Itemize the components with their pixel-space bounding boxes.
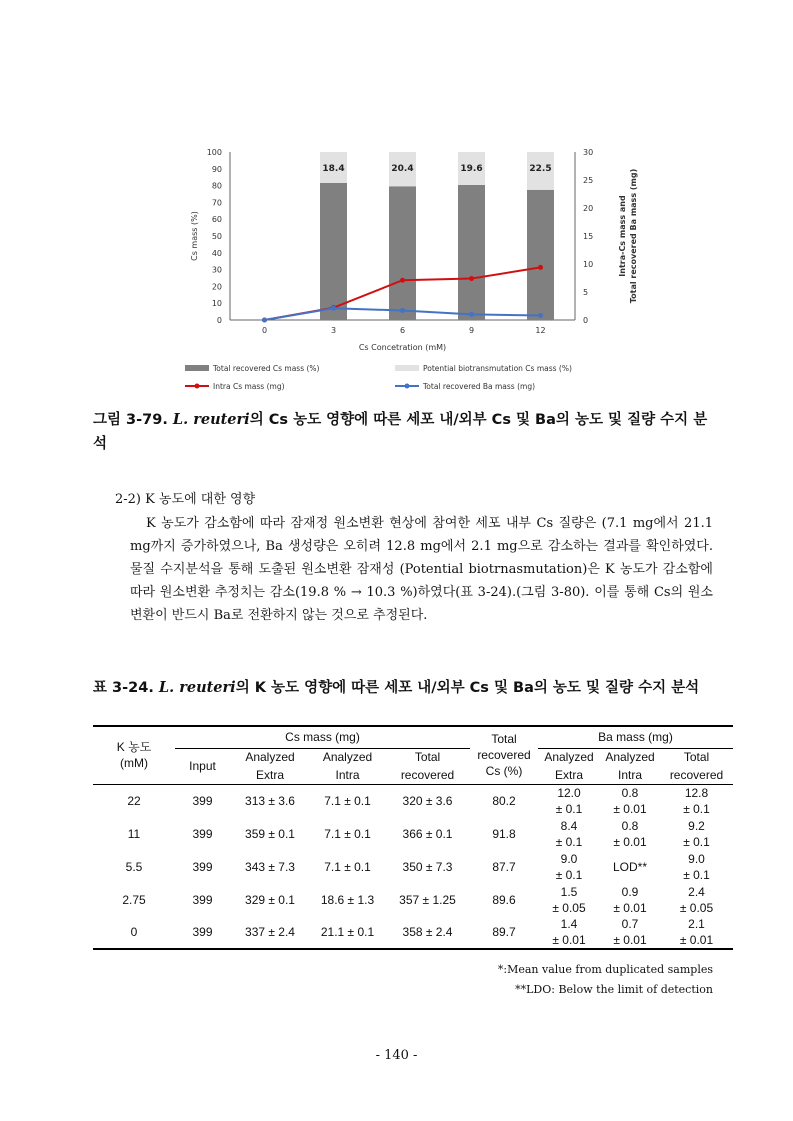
cell-ba-total: 9.0 ± 0.1: [683, 851, 710, 882]
bar-total-recovered-cs: [389, 186, 416, 320]
bar-data-label: 18.4: [322, 164, 345, 174]
cell-ba-extra: 12.0 ± 0.1: [555, 785, 583, 816]
right-axis-label-1: Intra-Cs mass and: [618, 195, 627, 277]
cell-cs-total: 358 ± 2.4: [385, 916, 470, 949]
bar-data-label: 19.6: [460, 164, 483, 174]
mass-balance-table: [93, 725, 733, 950]
section-subheading: 2-2) K 농도에 대한 영향: [115, 492, 256, 507]
header-ba-analyzed-extra: Analyzed: [544, 750, 594, 765]
cell-cs-extra: 329 ± 0.1: [245, 892, 295, 907]
intra-cs-point: [538, 265, 543, 270]
cell-ba-total: 12.8 ± 0.1: [683, 785, 710, 816]
header-cs-analyzed-extra: Analyzed: [245, 750, 295, 765]
header-input: Input: [175, 748, 230, 784]
x-tick-label: 3: [330, 326, 337, 335]
cell-cs-total: 350 ± 7.3: [402, 859, 453, 874]
cell-input: 399: [175, 916, 230, 949]
cell-cs-intra: 7.1 ± 0.1: [324, 826, 371, 841]
header-cs-recovered: recovered: [385, 766, 470, 784]
left-tick-label: 70: [211, 198, 222, 208]
cell-k: 2.75: [122, 892, 146, 907]
header-cs-total: Total: [414, 750, 441, 765]
intra-cs-point: [469, 276, 474, 281]
legend-label: Total recovered Ba mass (mg): [423, 382, 536, 391]
cell-ba-total: 9.2 ± 0.1: [683, 818, 710, 849]
cell-ba-intra: 0.9 ± 0.01: [613, 884, 647, 915]
table-row: [93, 817, 733, 850]
cell-cs-extra: 313 ± 3.6: [245, 793, 295, 808]
legend-label: Potential biotransmutation Cs mass (%): [423, 364, 572, 373]
header-cs-intra: Intra: [310, 766, 385, 784]
header-ba-recovered: recovered: [660, 766, 733, 784]
bar-data-label: 20.4: [391, 164, 414, 174]
legend-swatch-marker: [405, 384, 410, 389]
ba-mass-point: [331, 306, 336, 311]
cell-ba-intra: 0.8 ± 0.01: [613, 785, 647, 816]
left-tick-label: 10: [211, 299, 222, 309]
cell-cs-extra: 359 ± 0.1: [245, 826, 295, 841]
header-ba-group: Ba mass (mg): [538, 726, 733, 748]
x-axis-label: Cs Concetration (mM): [358, 343, 447, 352]
right-tick-label: 0: [583, 316, 589, 325]
bar-total-recovered-cs: [458, 185, 485, 320]
table-row: [93, 784, 733, 817]
left-tick-label: 80: [211, 181, 222, 191]
cell-ba-extra: 1.5 ± 0.05: [552, 884, 586, 915]
header-ba-intra: Intra: [600, 766, 660, 784]
cell-rec: 91.8: [492, 826, 516, 841]
cell-rec: 89.6: [492, 892, 516, 907]
cell-ba-extra: 8.4 ± 0.1: [555, 818, 583, 849]
cell-ba-intra: 0.7 ± 0.01: [600, 916, 660, 949]
cell-input: 399: [192, 892, 213, 907]
ba-mass-point: [538, 313, 543, 318]
legend-swatch-marker: [195, 384, 200, 389]
cell-cs-intra: 18.6 ± 1.3: [320, 892, 375, 907]
left-tick-label: 20: [211, 282, 222, 292]
right-tick-label: 15: [583, 232, 594, 241]
cell-input: 399: [192, 859, 213, 874]
table-row: [93, 883, 733, 916]
legend-swatch: [185, 365, 209, 371]
header-cs-analyzed-intra: Analyzed: [322, 750, 373, 765]
cell-k: 5.5: [125, 859, 143, 874]
section-paragraph: K 농도가 감소함에 따라 잠재정 원소변환 현상에 참여한 세포 내부 Cs 질량은 (7.1 mg에서 21.1 mg까지 증가하였으나, Ba 생성량은 오히려 12.8 mg에서 2.1 mg으로 감소하는 결과를 확인하였다. 물질 수지분석을 통해 도출된 원소변환 잠재성 (Potential biotrnasmutation)은 K 농도가 감소함에 따라 원소변환 추정치는 감소(19.8 % → 10.3 %)하였다(표 3-24).(그림 3-80). 이를 통해 Cs의 원소변환이 반드시 Ba로 전환하지 않는 것으로 추정된다.: [130, 516, 713, 623]
table-row: [93, 916, 733, 949]
cell-rec: 87.7: [492, 859, 516, 874]
right-tick-label: 20: [583, 204, 594, 213]
figure-caption: 그림 3-79. L. reuteri의 Cs 농도 영향에 따른 세포 내/외부 Cs 및 Ba의 농도 및 질량 수지 분석: [93, 411, 708, 452]
cell-k: 11: [127, 826, 141, 841]
header-cs-extra: Extra: [230, 766, 310, 784]
ba-mass-point: [469, 312, 474, 317]
cell-rec: 80.2: [492, 793, 516, 808]
right-tick-label: 25: [583, 176, 594, 185]
cell-input: 399: [192, 793, 213, 808]
cell-cs-extra: 343 ± 7.3: [245, 859, 295, 874]
right-tick-label: 30: [583, 148, 594, 157]
cell-ba-total: 2.1 ± 0.01: [660, 916, 733, 949]
left-tick-label: 50: [211, 232, 222, 241]
bar-data-label: 22.5: [529, 164, 552, 174]
cell-ba-intra: 0.8 ± 0.01: [613, 818, 647, 849]
x-tick-label: 0: [261, 326, 268, 335]
cell-cs-total: 320 ± 3.6: [402, 793, 453, 808]
bar-total-recovered-cs: [320, 183, 347, 320]
cell-cs-intra: 21.1 ± 0.1: [310, 916, 385, 949]
ba-mass-point: [400, 308, 405, 313]
cell-cs-extra: 337 ± 2.4: [230, 916, 310, 949]
legend-swatch: [395, 365, 419, 371]
legend-label: Intra Cs mass (mg): [213, 382, 285, 391]
cell-cs-intra: 7.1 ± 0.1: [324, 793, 371, 808]
left-tick-label: 100: [206, 148, 222, 157]
cell-input: 399: [192, 826, 213, 841]
footnote-mean: *:Mean value from duplicated samples: [497, 963, 713, 976]
left-axis-label: Cs mass (%): [190, 211, 199, 261]
x-tick-label: 12: [535, 326, 546, 335]
header-cs-group: Cs mass (mg): [175, 726, 470, 748]
cell-ba-total: 2.4 ± 0.05: [679, 884, 714, 915]
x-tick-label: 6: [399, 326, 406, 335]
cell-cs-intra: 7.1 ± 0.1: [324, 859, 371, 874]
x-tick-label: 9: [468, 326, 475, 335]
right-tick-label: 5: [583, 288, 589, 297]
left-tick-label: 90: [211, 164, 222, 174]
bar-total-recovered-cs: [527, 190, 554, 320]
left-tick-label: 30: [211, 265, 222, 275]
cs-concentration-chart: [185, 140, 638, 405]
cell-k: 22: [127, 793, 141, 808]
left-tick-label: 40: [211, 248, 222, 258]
cell-cs-total: 366 ± 0.1: [402, 826, 453, 841]
legend-label: Total recovered Cs mass (%): [213, 364, 320, 373]
header-ba-extra: Extra: [538, 766, 600, 784]
page-number: - 140 -: [375, 1048, 418, 1063]
header-k: K 농도 (mM): [93, 726, 175, 784]
intra-cs-point: [400, 278, 405, 283]
header-ba-total: Total: [683, 750, 710, 765]
header-ba-analyzed-intra: Analyzed: [605, 750, 655, 765]
cell-ba-extra: 1.4 ± 0.01: [538, 916, 600, 949]
right-axis-label-2: Total recovered Ba mass (mg): [629, 168, 638, 304]
ba-mass-point: [262, 318, 267, 323]
left-tick-label: 0: [216, 316, 222, 325]
table-caption: 표 3-24. L. reuteri의 K 농도 영향에 따른 세포 내/외부 Cs 및 Ba의 농도 및 질량 수지 분석: [93, 679, 700, 696]
cell-cs-total: 357 ± 1.25: [399, 892, 456, 907]
cell-ba-intra: LOD**: [612, 859, 647, 874]
right-tick-label: 10: [583, 260, 594, 269]
left-tick-label: 60: [211, 215, 222, 225]
table-row: [93, 850, 733, 883]
cell-k: 0: [93, 916, 175, 949]
cell-ba-extra: 9.0 ± 0.1: [555, 851, 583, 882]
footnote-lod: **LDO: Below the limit of detection: [515, 983, 713, 996]
header-total-recovered-cs: Total recovered Cs (%): [470, 726, 538, 784]
cell-rec: 89.7: [470, 916, 538, 949]
